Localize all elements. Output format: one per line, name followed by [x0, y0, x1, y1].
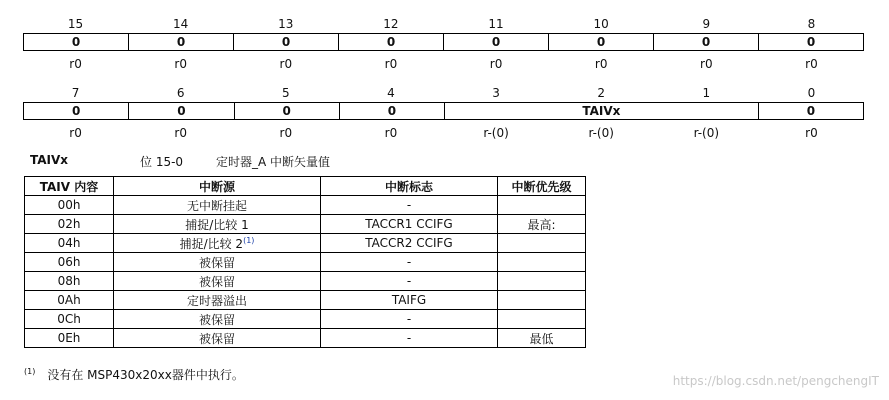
interrupt-flag: -	[321, 196, 498, 215]
interrupt-source	[114, 234, 321, 253]
bit-value: 0	[338, 34, 443, 50]
bit-access: r0	[700, 57, 713, 71]
interrupt-priority	[498, 272, 586, 291]
interrupt-priority	[498, 291, 586, 310]
bit-number: 0	[807, 86, 816, 100]
interrupt-flag: TACCR2 CCIFG	[321, 234, 498, 253]
taivx-field: TAIVx	[444, 103, 758, 119]
taiv-table	[24, 176, 586, 348]
bit-access: r0	[805, 57, 818, 71]
header-cell: 中断标志	[321, 177, 498, 196]
bit-value: 0	[128, 34, 233, 50]
interrupt-source: 被保留	[114, 310, 321, 329]
register-lower	[23, 84, 864, 142]
bit-number: 4	[387, 86, 395, 100]
register-upper	[23, 15, 864, 73]
bit-number: 14	[173, 17, 189, 31]
bit-value: 0	[128, 103, 233, 119]
bit-number-row	[23, 15, 864, 33]
taiv-content: 0Ch	[25, 310, 114, 329]
bit-value: 0	[758, 34, 863, 50]
bit-value: 0	[548, 34, 653, 50]
taiv-content: 0Ah	[25, 291, 114, 310]
bit-number: 10	[593, 17, 609, 31]
interrupt-flag: TAIFG	[321, 291, 498, 310]
table-row	[25, 310, 586, 329]
bit-access: r0	[489, 57, 503, 71]
interrupt-priority	[498, 196, 586, 215]
bit-number: 12	[383, 17, 399, 31]
table-row	[25, 272, 586, 291]
interrupt-priority: 最低	[498, 329, 586, 348]
bit-number: 15	[67, 17, 84, 31]
header-cell: 中断源	[114, 177, 321, 196]
interrupt-priority	[498, 234, 586, 253]
bit-access: r0	[594, 57, 608, 71]
bit-access: r0	[69, 57, 82, 71]
table-row	[25, 291, 586, 310]
bit-access: r-(0)	[693, 126, 720, 140]
bit-access: r-(0)	[483, 126, 509, 140]
interrupt-flag: TACCR1 CCIFG	[321, 215, 498, 234]
interrupt-flag: -	[321, 272, 498, 291]
table-row	[25, 329, 586, 348]
field-name: TAIVx	[30, 153, 69, 167]
taiv-content: 08h	[25, 272, 114, 291]
footnote-ref-link[interactable]: (1)	[243, 235, 255, 245]
bit-value: 0	[71, 35, 81, 49]
bit-number: 11	[488, 17, 504, 31]
watermark: https://blog.csdn.net/pengchengIT	[672, 374, 879, 388]
bit-number: 8	[807, 17, 816, 31]
interrupt-source: 无中断挂起	[114, 196, 321, 215]
bit-number: 1	[702, 86, 711, 100]
bit-number-row	[23, 84, 864, 102]
interrupt-priority	[498, 310, 586, 329]
footnote-mark: (1)	[24, 367, 36, 376]
source-text: 捕捉/比较 2	[179, 236, 244, 251]
bit-access-row	[23, 124, 864, 142]
bit-value-row	[23, 102, 864, 120]
bit-number: 9	[702, 17, 711, 31]
table-row	[25, 196, 586, 215]
bit-value: 0	[443, 34, 548, 50]
bit-access: r0	[805, 126, 818, 140]
bit-value: 0	[339, 103, 444, 119]
interrupt-flag: -	[321, 310, 498, 329]
interrupt-source: 被保留	[114, 253, 321, 272]
bit-access: r0	[384, 126, 398, 140]
bit-access: r0	[69, 126, 82, 140]
footnote	[24, 366, 244, 383]
bit-value: 0	[653, 34, 758, 50]
bit-number: 5	[281, 86, 290, 100]
table-row	[25, 253, 586, 272]
interrupt-source: 被保留	[114, 329, 321, 348]
interrupt-source: 捕捉/比较 1	[114, 215, 321, 234]
interrupt-source: 定时器溢出	[114, 291, 321, 310]
bit-value: 0	[234, 103, 339, 119]
taiv-content: 04h	[25, 234, 114, 253]
bit-value: 0	[758, 103, 863, 119]
bit-number: 7	[71, 86, 80, 100]
bit-access: r-(0)	[588, 126, 614, 140]
taiv-content: 0Eh	[25, 329, 114, 348]
bit-access: r0	[279, 126, 293, 140]
bit-value: 0	[71, 104, 81, 118]
table-row	[25, 234, 586, 253]
bit-number: 2	[597, 86, 605, 100]
bit-number: 13	[278, 17, 294, 31]
taiv-content: 00h	[25, 196, 114, 215]
header-cell: 中断优先级	[498, 177, 586, 196]
bit-value: 0	[233, 34, 338, 50]
table-row	[25, 215, 586, 234]
bit-number: 3	[492, 86, 500, 100]
footnote-text: 没有在 MSP430x20xx器件中执行。	[47, 368, 244, 382]
bit-number: 6	[176, 86, 185, 100]
interrupt-source: 被保留	[114, 272, 321, 291]
table-header-row	[25, 177, 586, 196]
field-text: 定时器_A 中断矢量值	[216, 155, 331, 169]
bit-access: r0	[174, 126, 187, 140]
bit-access: r0	[174, 57, 187, 71]
bit-access: r0	[279, 57, 293, 71]
interrupt-priority	[498, 253, 586, 272]
taiv-content: 02h	[25, 215, 114, 234]
interrupt-priority: 最高:	[498, 215, 586, 234]
taiv-content: 06h	[25, 253, 114, 272]
bit-value-row	[23, 33, 864, 51]
interrupt-flag: -	[321, 253, 498, 272]
header-cell: TAIV 内容	[25, 177, 114, 196]
field-bits: 位 15-0	[140, 155, 184, 169]
bit-access-row	[23, 55, 864, 73]
bit-access: r0	[384, 57, 398, 71]
interrupt-flag: -	[321, 329, 498, 348]
